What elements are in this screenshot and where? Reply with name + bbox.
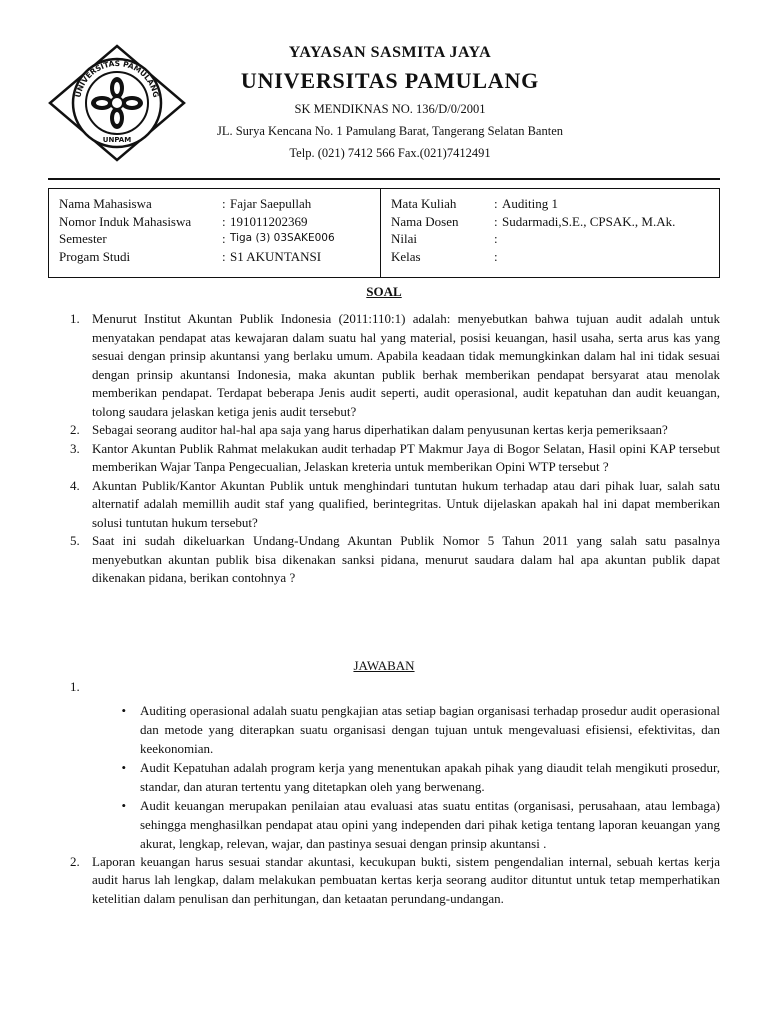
item-number: 1. [70,311,80,326]
foundation-name: YAYASAN SASMITA JAYA [288,44,492,61]
logo-bottom-text: UNPAM [102,136,132,144]
list-item [48,440,720,477]
sk-number: SK MENDIKNAS NO. 136/D/0/2001 [294,102,486,116]
item-number: 2. [70,422,80,437]
bullet-text: Audit keuangan merupakan penilaian atau evaluasi atas suatu entitas (organisasi, perusahaan, atau lembaga) sehingga menghasilkan pendapat atau opini yang independen dari pihak ketiga tentang laporan keuangan yang akurat, lengkap, relevan, wajar, dan pastinya sesuai dengan prinsip akuntansi . [140,797,720,851]
header-divider [48,178,720,180]
list-item [48,477,720,533]
info-value: Auditing 1 [502,196,558,211]
info-label: Kelas [391,248,421,264]
phone-fax: Telp. (021) 7412 566 Fax.(021)7412491 [289,146,491,160]
info-label: Semester [59,231,107,246]
info-value: Tiga (3) 03SAKE006 [230,232,335,244]
letterhead-text [180,42,600,161]
info-label: Mata Kuliah [391,196,457,211]
bullet-text: Audit Kepatuhan adalah program kerja yang menentukan apakah pihak yang diaudit telah mengikuti prosedur, standar, dan aturan tertentu yang ditetapkan oleh yang berwenang. [140,759,720,794]
info-row-course: Mata Kuliah : Auditing 1 [391,196,558,211]
bullet-icon: • [121,702,126,718]
bullet-icon: • [121,759,126,775]
info-value: 191011202369 [230,213,308,229]
answers-heading: JAWABAN [353,658,415,673]
list-item [48,310,720,421]
bullet-icon: • [121,797,126,813]
info-value: S1 AKUNTANSI [230,248,322,264]
answer-1-bullets [48,701,720,853]
list-item [48,532,720,588]
item-number: 1. [70,679,80,694]
info-value: Sudarmadi,S.E., CPSAK., M.Ak. [502,213,676,229]
info-row-program: Progam Studi : S1 AKUNTANSI [59,248,322,264]
info-row-lecturer: Nama Dosen : Sudarmadi,S.E., CPSAK., M.Ak. [391,213,676,229]
student-info-left [49,189,381,277]
list-item [48,853,720,909]
bullet-item [48,701,720,758]
bullet-item [48,796,720,853]
question-text: Kantor Akuntan Publik Rahmat melakukan audit terhadap PT Makmur Jaya di Bogor Selatan, Hasil opini KAP tersebut memberikan Wajar Tanpa Pengecualian, Jelaskan kreteria untuk memberikan Opini WTP tersebut ? [92,440,720,474]
info-row-semester: Semester : Tiga (3) 03SAKE006 [59,231,335,246]
info-label: Progam Studi [59,248,131,264]
item-number: 5. [70,533,80,548]
info-row-name: Nama Mahasiswa : Fajar Saepullah [59,196,312,211]
question-text: Akuntan Publik/Kantor Akuntan Publik untuk menghindari tuntutan hukum terhadap atau dari pihak luar, salah satu alternatif adalah memillih audit staf yang qualified, berintegritas. Untuk dijelaskan apakah hal ini dapat memberikan solusi tuntutan hukum tersebut? [92,477,720,530]
item-number: 3. [70,440,80,456]
university-name: UNIVERSITAS PAMULANG [240,68,540,93]
logo-ring-text: UNIVERSITAS PAMULANG [73,58,161,99]
list-item [48,421,720,440]
info-label: Nama Mahasiswa [59,196,152,211]
info-label: Nilai [391,231,417,246]
info-row-class: Kelas : [391,248,498,264]
question-list [48,310,720,588]
answer-text: Laporan keuangan harus sesuai standar akuntasi, kecukupan bukti, sistem pengendalian internal, sebuah kertas kerja audit harus lah lengkap, dalam melakukan pembuatan kertas kerja seorang auditor dituntut untuk tetap memperhatikan ketelitian dalam penulisan dan perhitungan, dan ketaatan perundang-undangan. [92,853,720,906]
questions-heading: SOAL [366,284,402,299]
info-value: Fajar Saepullah [230,196,312,211]
letterhead [0,0,768,185]
address: JL. Surya Kencana No. 1 Pamulang Barat, Tangerang Selatan Banten [216,124,563,138]
answer-list [48,678,720,908]
item-number: 2. [70,853,80,869]
bullet-text: Auditing operasional adalah suatu pengkajian atas setiap bagian organisasi terhadap prosedur audit operasional dan metode yang diterapkan suatu organisasi dengan tujuan untuk mengevaluasi efisiensi, efektivitas, dan keekonomian. [140,702,720,756]
question-text: Sebagai seorang auditor hal-hal apa saja yang harus diperhatikan dalam penyusunan kertas kerja pemeriksaan? [92,422,668,437]
bullet-item [48,758,720,796]
list-item [48,678,720,697]
course-info-right [381,189,719,277]
info-label: Nama Dosen [391,213,459,229]
university-logo [48,44,186,162]
question-text: Menurut Institut Akuntan Publik Indonesia (2011:110:1) adalah: menyebutkan bahwa tujuan audit adalah untuk menyatakan pendapat atas kewajaran dalam suatu hal yang material, posisi keuangan, hasil usaha, serta arus kas yang sesuai dengan prinsip akuntansi yang berlaku umum. Apabila keadaan tidak memungkinkan dalam hal ini tidak sesuai dengan prinsip akuntansi Indonesia, maka akuntan publik berhak memberikan pendapat bersyarat atau menolak memberikan pendapat. Terdapat beberapa Jenis audit seperti, audit operasional, audit kepatuhan dan audit keuangan, tolong saudara jelaskan ketiga jenis audit tersebut? [92,311,720,419]
item-number: 4. [70,477,80,493]
info-row-grade: Nilai : [391,231,498,246]
question-text: Saat ini sudah dikeluarkan Undang-Undang Akuntan Publik Nomor 5 Tahun 2011 yang salah satu pasalnya menyebutkan akuntan publik bisa dikenakan sanksi pidana, menurut saudara dalam hal apa akuntan publik dapat dikenakan pidana, berikan contohnya ? [92,533,720,585]
info-label: Nomor Induk Mahasiswa [59,213,192,229]
student-info-box [48,188,720,278]
info-row-nim: Nomor Induk Mahasiswa : 191011202369 [59,213,308,229]
